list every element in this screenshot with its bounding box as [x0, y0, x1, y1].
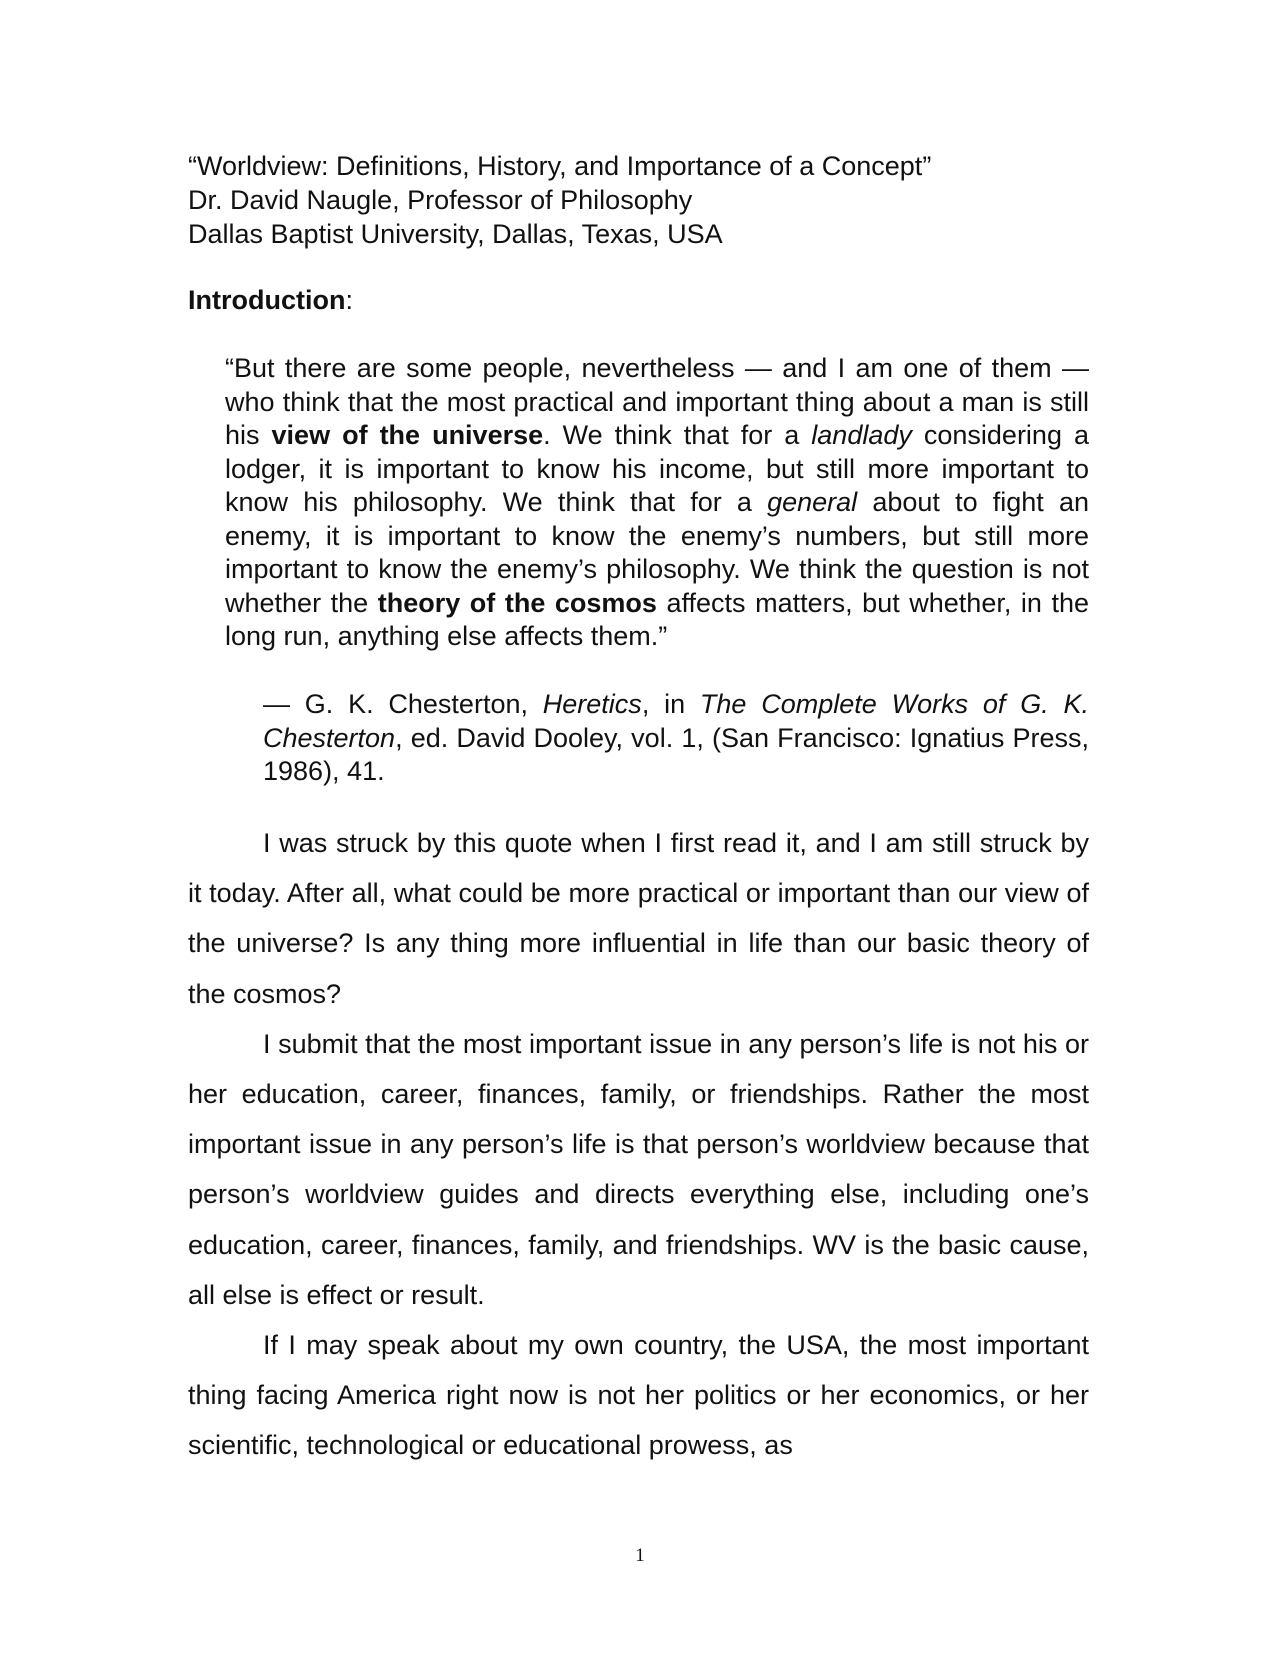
quote-bold-text: theory of the cosmos — [377, 587, 657, 618]
section-heading-text: Introduction — [188, 285, 346, 315]
quote-italic-text: landlady — [811, 420, 912, 450]
citation-italic: The Complete Works of G. K. Chesterton — [263, 689, 1090, 753]
quote-text: about to fight an enemy, it is important to know the enemy’s numbers, but still more important to know the enemy’s philosophy. We think the question is not whether the — [225, 487, 1089, 618]
block-quote — [225, 352, 1089, 654]
document-header — [188, 149, 1088, 251]
document-title: “Worldview: Definitions, History, and Importance of a Concept” — [188, 151, 932, 181]
quote-text: affects matters, but whether, in the long run, anything else affects them.” — [225, 587, 1090, 651]
body-text — [188, 818, 1089, 1471]
quote-text: . We think that for a — [543, 420, 812, 450]
section-heading-colon: : — [345, 285, 353, 315]
citation-part: , ed. David Dooley, vol. 1, (San Francisco: Ignatius Press, 1986), 41. — [263, 722, 1089, 786]
affiliation-line: Dallas Baptist University, Dallas, Texas, USA — [188, 219, 723, 249]
quote-italic-text: general — [767, 487, 858, 517]
citation-part: — G. K. Chesterton, — [263, 689, 543, 719]
citation-italic: Heretics — [542, 689, 642, 719]
section-heading — [188, 283, 353, 317]
quote-text: considering a lodger, it is important to know his income, but still more important to know his philosophy. We think that for a — [225, 420, 1089, 517]
author-line: Dr. David Naugle, Professor of Philosophy — [188, 185, 693, 215]
quote-text: “But there are some people, nevertheless — and I am one of them — who think that the most practical and important thing about a man is still his — [225, 353, 1089, 450]
body-paragraph: I was struck by this quote when I first read it, and I am still struck by it today. After all, what could be more practical or important than our view of the universe? Is any thing more influential in life than our basic theory of the cosmos? — [188, 828, 1089, 1009]
page-number: 1 — [635, 1545, 645, 1566]
citation-text — [225, 688, 1089, 789]
citation-part: , in — [641, 689, 700, 719]
body-paragraph: If I may speak about my own country, the USA, the most important thing facing America right now is not her politics or her economics, or her scientific, technological or educational prowess, as — [188, 1330, 1089, 1461]
body-paragraph: I submit that the most important issue in any person’s life is not his or her education, career, finances, family, or friendships. Rather the most important issue in any person’s life is that person’s worldview because that person’s worldview guides and directs everything else, including one’s education, career, finances, family, and friendships. WV is the basic cause, all else is effect or result. — [188, 1028, 1089, 1310]
quote-citation — [225, 688, 1089, 789]
quote-bold-text: view of the universe — [271, 420, 544, 450]
